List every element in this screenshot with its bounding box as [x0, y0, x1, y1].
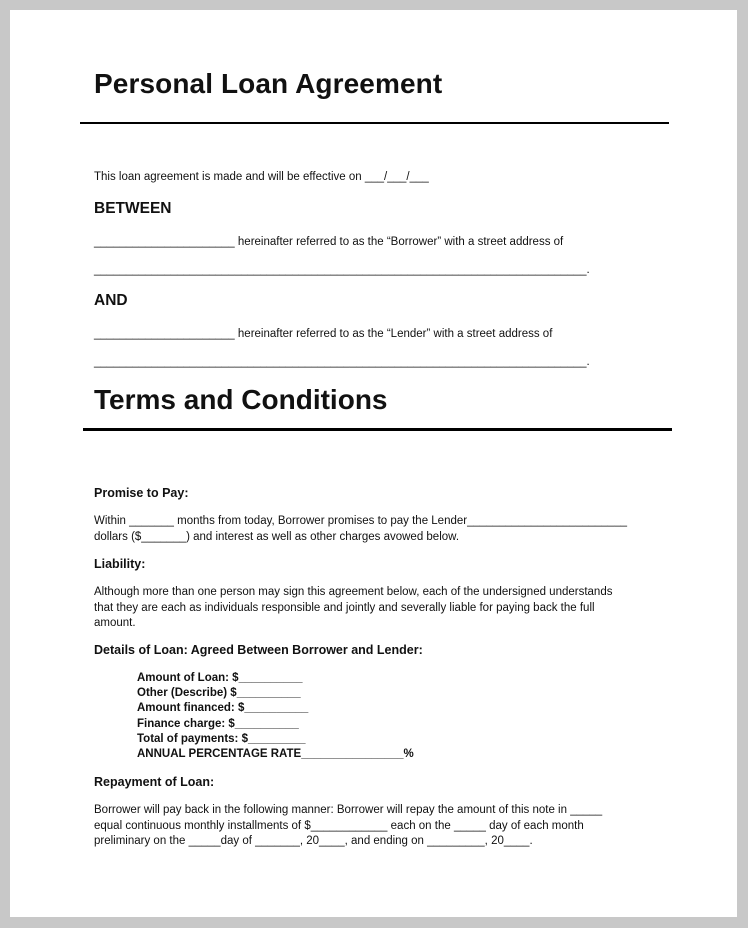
total-payments-field: Total of payments: $_________ — [137, 732, 306, 745]
liability-paragraph — [94, 585, 612, 632]
document-page — [10, 10, 737, 917]
liability-line-1: Although more than one person may sign this agreement below, each of the undersigned understands — [94, 586, 613, 598]
promise-paragraph — [94, 514, 627, 545]
terms-title: Terms and Conditions — [94, 384, 388, 415]
repayment-line-3: preliminary on the _____day of _______, 20____, and ending on _________, 20____. — [94, 835, 533, 847]
repayment-line-2: equal continuous monthly installments of $____________ each on the _____ day of each month — [94, 819, 584, 832]
loan-details-list — [137, 671, 414, 762]
loan-amount-field: Amount of Loan: $__________ — [137, 672, 303, 684]
liability-heading: Liability: — [94, 557, 146, 571]
terms-divider — [83, 428, 672, 431]
promise-line-1: Within _______ months from today, Borrower promises to pay the Lender_________________________ — [94, 515, 627, 527]
borrower-address-line: _____________________________________________________________________________. — [94, 264, 590, 276]
liability-line-3: amount. — [94, 617, 136, 629]
lender-address-line: _____________________________________________________________________________. — [94, 356, 590, 368]
lender-line: ______________________ hereinafter referred to as the “Lender” with a street address of — [94, 328, 553, 340]
apr-field: ANNUAL PERCENTAGE RATE________________% — [137, 748, 414, 761]
other-describe-field: Other (Describe) $__________ — [137, 687, 301, 700]
promise-heading: Promise to Pay: — [94, 486, 189, 500]
liability-line-2: that they are each as individuals responsible and jointly and severally liable for paying back the full — [94, 601, 595, 614]
finance-charge-field: Finance charge: $__________ — [137, 717, 299, 730]
promise-line-2: dollars ($_______) and interest as well as other charges avowed below. — [94, 530, 460, 543]
repayment-heading: Repayment of Loan: — [94, 775, 215, 789]
document-title: Personal Loan Agreement — [94, 68, 443, 99]
title-divider — [80, 122, 669, 124]
repayment-paragraph — [94, 803, 602, 850]
amount-financed-field: Amount financed: $__________ — [137, 702, 309, 715]
details-heading: Details of Loan: Agreed Between Borrower and Lender: — [94, 643, 423, 657]
and-heading: AND — [94, 292, 128, 309]
effective-date-line: This loan agreement is made and will be effective on ___/___/___ — [94, 171, 429, 183]
repayment-line-1: Borrower will pay back in the following manner: Borrower will repay the amount of this note in _____ — [94, 804, 603, 816]
borrower-line: ______________________ hereinafter referred to as the “Borrower” with a street address of — [94, 236, 564, 248]
between-heading: BETWEEN — [94, 200, 172, 217]
